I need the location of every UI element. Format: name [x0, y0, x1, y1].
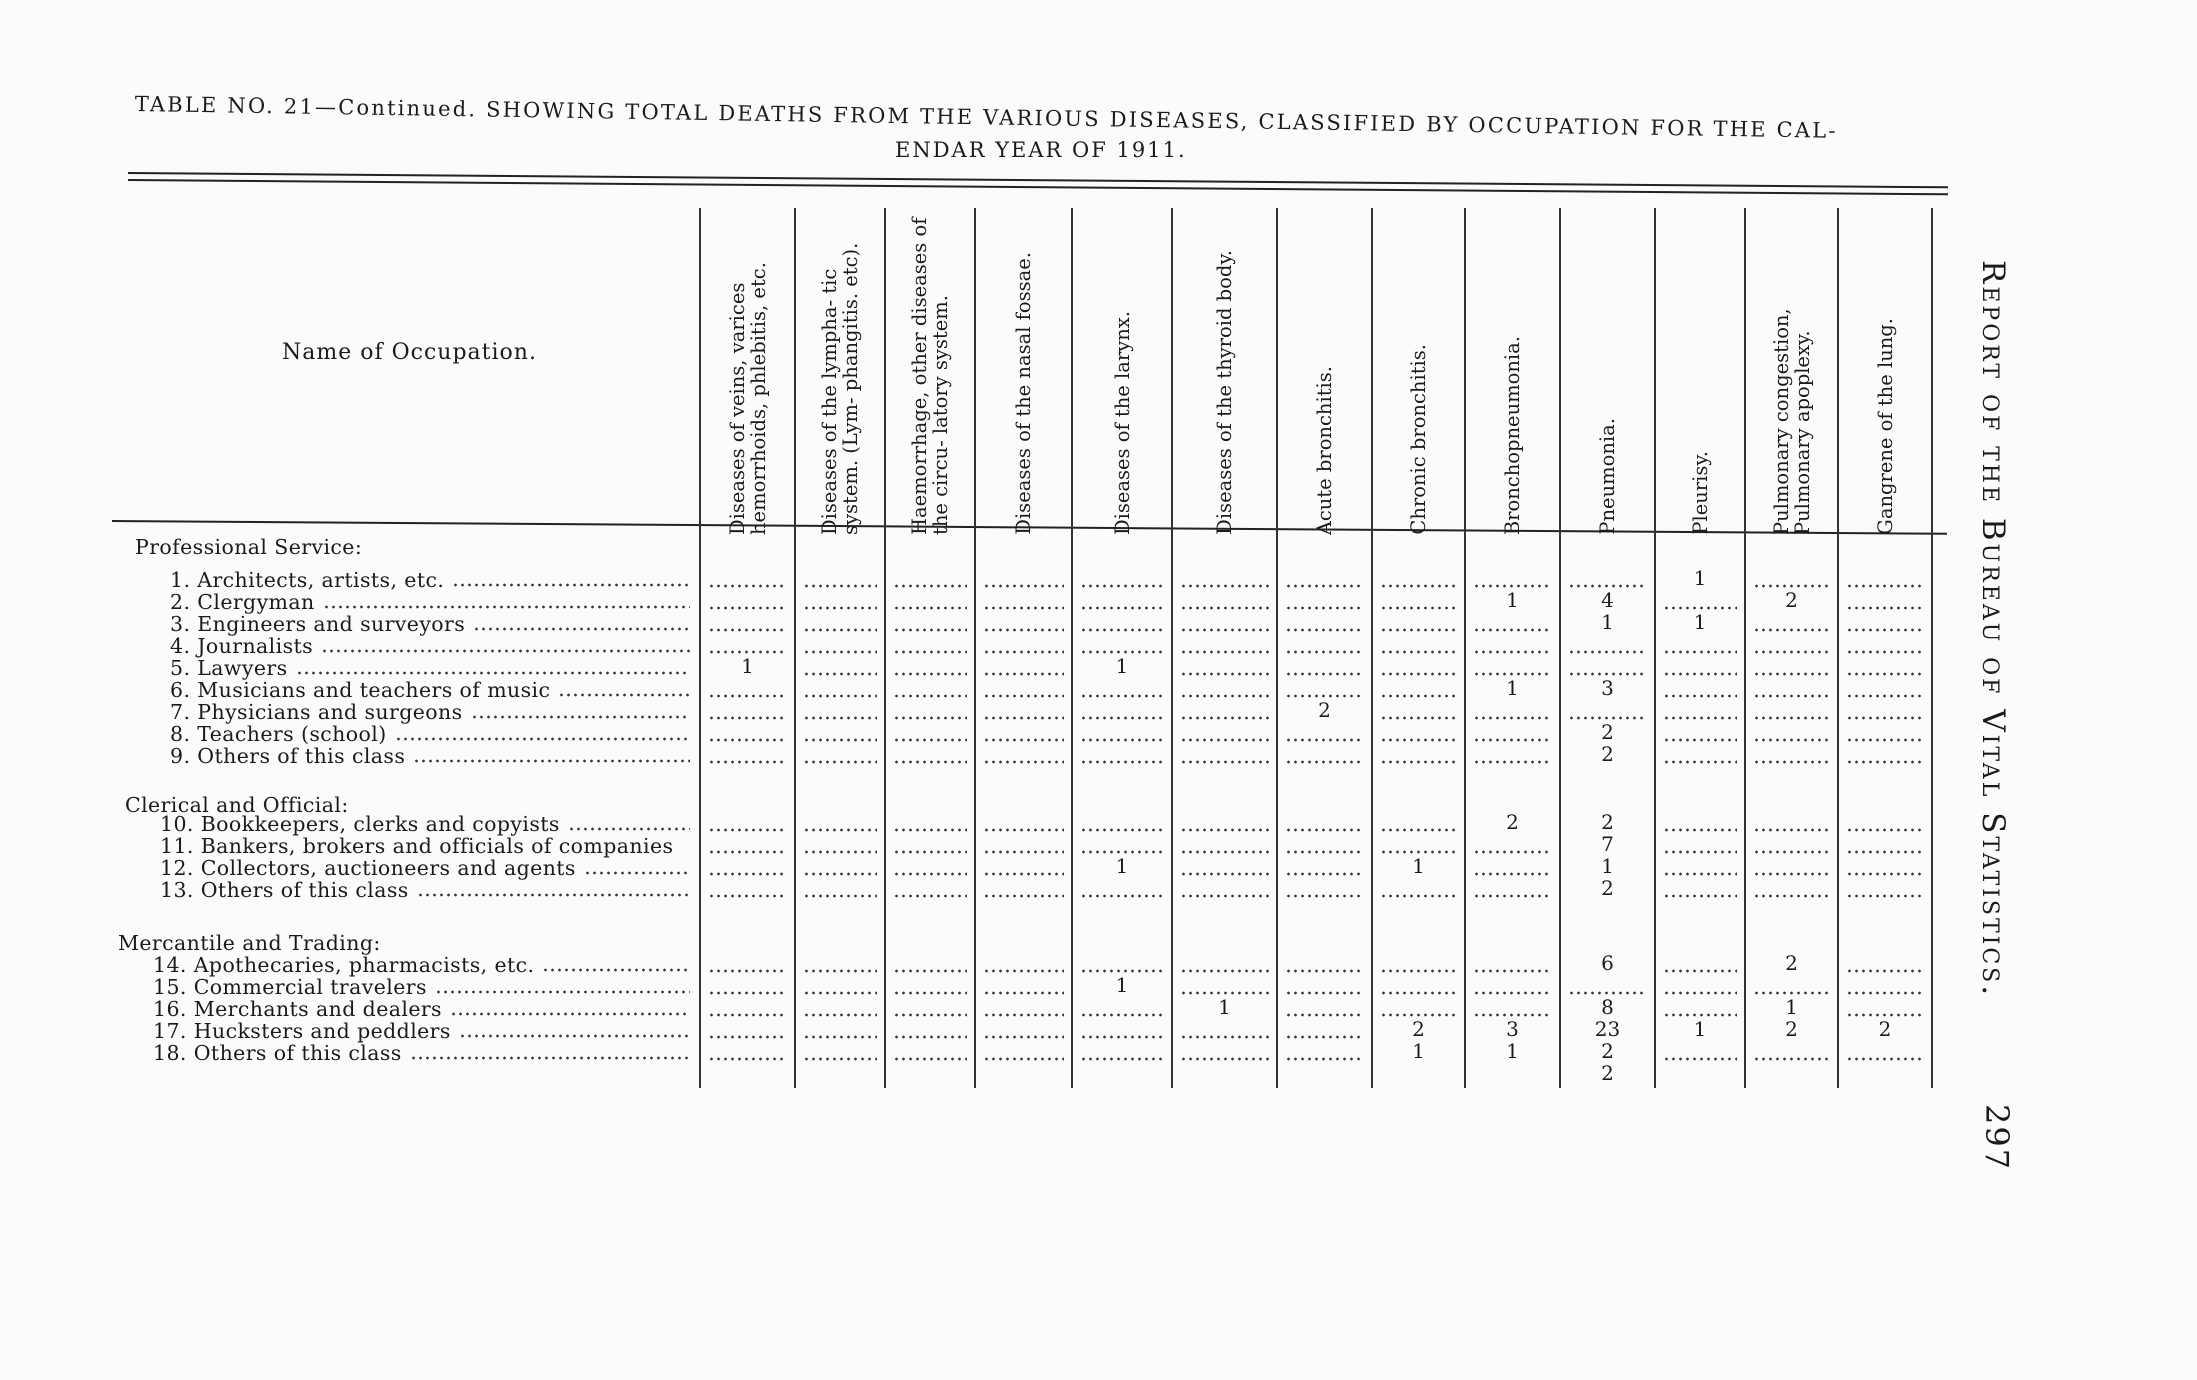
page-number: 297 [1978, 1104, 2016, 1172]
empty-cell [1753, 650, 1830, 654]
leader-dots [296, 671, 691, 675]
empty-cell [1663, 716, 1737, 720]
empty-cell [983, 1013, 1064, 1017]
empty-cell [1080, 738, 1164, 742]
empty-cell [1753, 850, 1830, 854]
empty-cell [1380, 716, 1457, 720]
empty-cell [1663, 894, 1737, 898]
empty-cell [708, 872, 787, 876]
empty-cell [803, 872, 877, 876]
empty-cell [708, 991, 787, 995]
empty-cell [708, 760, 787, 764]
cell-value: 23 [1594, 1017, 1621, 1041]
empty-cell [1473, 628, 1552, 632]
empty-cell [1473, 991, 1552, 995]
cell-value: 1 [1506, 676, 1519, 700]
column-divider [794, 208, 796, 1088]
column-header-label: Diseases of the nasal fossae. [1012, 252, 1035, 535]
empty-cell [1285, 872, 1364, 876]
occupation-row-label: 6. Musicians and teachers of music [170, 678, 551, 702]
empty-cell [1753, 894, 1830, 898]
empty-cell [1753, 760, 1830, 764]
empty-cell [1380, 650, 1457, 654]
column-divider [1744, 208, 1746, 1088]
cell-value: 1 [1506, 1039, 1519, 1063]
cell-value: 1 [1115, 854, 1129, 878]
cell-value: 2 [1785, 588, 1798, 612]
cell-value: 2 [1785, 951, 1798, 975]
empty-cell [893, 872, 967, 876]
column-header-label: Pleurisy. [1688, 451, 1712, 535]
empty-cell [1753, 672, 1830, 676]
empty-cell [893, 760, 967, 764]
occupation-row-label: 17. Hucksters and peddlers [153, 1019, 451, 1043]
leader-dots [473, 627, 690, 631]
cell-value: 2 [1878, 1017, 1892, 1041]
empty-cell [1285, 991, 1364, 995]
empty-cell [1846, 872, 1924, 876]
empty-cell [803, 606, 877, 610]
empty-cell [1380, 628, 1457, 632]
empty-cell [1473, 850, 1552, 854]
empty-cell [803, 850, 877, 854]
empty-cell [893, 628, 967, 632]
cell-value: 1 [1115, 654, 1129, 678]
occupation-row-label: 10. Bookkeepers, clerks and copyists [160, 812, 560, 836]
empty-cell [1663, 828, 1737, 832]
empty-cell [1080, 828, 1164, 832]
empty-cell [1080, 760, 1164, 764]
empty-cell [1846, 606, 1924, 610]
column-header-label: Diseases of the larynx. [1110, 310, 1134, 535]
occupation-row-label: 3. Engineers and surveyors [170, 612, 466, 636]
empty-cell [803, 738, 877, 742]
empty-cell [1180, 694, 1269, 698]
cell-value: 3 [1601, 676, 1614, 700]
empty-cell [1380, 694, 1457, 698]
cell-value: 4 [1601, 588, 1614, 612]
column-header-3 [885, 205, 975, 535]
occupation-row-label: 13. Others of this class [160, 878, 409, 902]
empty-cell [1285, 894, 1364, 898]
empty-cell [708, 628, 787, 632]
empty-cell [803, 672, 877, 676]
column-header-4 [975, 205, 1072, 535]
cell-value: 2 [1601, 720, 1614, 744]
empty-cell [1180, 628, 1269, 632]
empty-cell [1180, 969, 1269, 973]
empty-cell [1663, 1057, 1737, 1061]
occupation-row-label: 4. Journalists [170, 634, 314, 658]
occupation-row-label: 18. Others of this class [153, 1041, 402, 1065]
cell-value: 8 [1601, 995, 1614, 1019]
empty-cell [1663, 969, 1737, 973]
leader-dots [413, 759, 690, 763]
empty-cell [983, 738, 1064, 742]
empty-cell [983, 991, 1064, 995]
empty-cell [1846, 672, 1924, 676]
occupation-row-label: 14. Apothecaries, pharmacists, etc. [153, 953, 535, 977]
empty-cell [803, 1013, 877, 1017]
cell-value-extra: 2 [1601, 1061, 1614, 1085]
empty-cell [983, 850, 1064, 854]
empty-cell [708, 1035, 787, 1039]
empty-cell [1080, 606, 1164, 610]
column-divider [974, 208, 976, 1088]
empty-cell [1285, 738, 1364, 742]
empty-cell [893, 828, 967, 832]
column-divider [1654, 208, 1656, 1088]
empty-cell [893, 606, 967, 610]
cell-value: 1 [1601, 610, 1614, 634]
leader-dots [459, 1034, 690, 1038]
empty-cell [1663, 672, 1737, 676]
empty-cell [708, 738, 787, 742]
empty-cell [893, 1057, 967, 1061]
column-header-label: Haemorrhage, other diseases of the circu- latory system. [908, 217, 952, 535]
empty-cell [1663, 850, 1737, 854]
empty-cell [1846, 1057, 1924, 1061]
empty-cell [803, 716, 877, 720]
cell-value: 2 [1601, 810, 1614, 834]
column-header-2 [795, 205, 885, 535]
empty-cell [708, 894, 787, 898]
empty-cell [803, 760, 877, 764]
empty-cell [1180, 760, 1269, 764]
empty-cell [1180, 716, 1269, 720]
empty-cell [803, 628, 877, 632]
occupation-row-label: 7. Physicians and surgeons [170, 700, 463, 724]
column-header-label: Diseases of the lympha- tic system. (Lym- phangitis. etc). [818, 242, 862, 535]
cell-value: 2 [1601, 876, 1614, 900]
column-divider [884, 208, 886, 1088]
empty-cell [1180, 606, 1269, 610]
empty-cell [1380, 991, 1457, 995]
empty-cell [1380, 584, 1457, 588]
empty-cell [803, 694, 877, 698]
column-header-label: Acute bronchitis. [1313, 365, 1336, 535]
leader-dots [471, 715, 690, 719]
column-header-9 [1465, 205, 1560, 535]
occupation-row-label: 5. Lawyers [170, 656, 288, 680]
empty-cell [1846, 850, 1924, 854]
empty-cell [1473, 760, 1552, 764]
running-side-title: Report of the Bureau of Vital Statistics. [1975, 260, 2011, 999]
empty-cell [1180, 650, 1269, 654]
empty-cell [1846, 969, 1924, 973]
empty-cell [893, 1013, 967, 1017]
empty-cell [1473, 872, 1552, 876]
empty-cell [1753, 716, 1830, 720]
empty-cell [1080, 628, 1164, 632]
cell-value: 1 [1693, 610, 1707, 634]
leader-dots [542, 968, 690, 972]
empty-cell [893, 1035, 967, 1039]
occupation-row-label: 9. Others of this class [170, 744, 406, 768]
empty-cell [1285, 584, 1364, 588]
empty-cell [983, 606, 1064, 610]
empty-cell [1473, 738, 1552, 742]
column-header-label: Diseases of veins, varices hemorrhoids, phlebitis, etc. [725, 262, 770, 535]
empty-cell [1753, 872, 1830, 876]
empty-cell [708, 969, 787, 973]
empty-cell [1753, 1057, 1830, 1061]
column-header-10 [1560, 205, 1655, 535]
empty-cell [983, 969, 1064, 973]
leader-dots [450, 1012, 690, 1016]
empty-cell [1380, 969, 1457, 973]
occupation-row-label: 16. Merchants and dealers [153, 997, 442, 1021]
occupation-row-label: 12. Collectors, auctioneers and agents [160, 856, 576, 880]
empty-cell [1285, 1013, 1364, 1017]
empty-cell [708, 716, 787, 720]
group-heading: Mercantile and Trading: [118, 931, 381, 955]
column-divider [1171, 208, 1173, 1088]
column-header-label: Pulmonary congestion, Pulmonary apoplexy. [1769, 308, 1814, 535]
empty-cell [803, 650, 877, 654]
empty-cell [1180, 1057, 1269, 1061]
empty-cell [1285, 850, 1364, 854]
column-header-6 [1172, 205, 1277, 535]
cell-value: 1 [1412, 1039, 1425, 1063]
column-header-label: Chronic bronchitis. [1407, 344, 1430, 535]
empty-cell [1285, 1035, 1364, 1039]
empty-cell [1846, 650, 1924, 654]
leader-dots [558, 693, 690, 697]
empty-cell [708, 828, 787, 832]
empty-cell [893, 716, 967, 720]
empty-cell [1846, 584, 1924, 588]
column-divider [1837, 208, 1839, 1088]
empty-cell [1846, 760, 1924, 764]
empty-cell [1568, 650, 1647, 654]
empty-cell [708, 584, 787, 588]
empty-cell [708, 1013, 787, 1017]
empty-cell [983, 694, 1064, 698]
empty-cell [1473, 650, 1552, 654]
occupation-row-label: 2. Clergyman [170, 590, 315, 614]
column-divider [1464, 208, 1466, 1088]
cell-value: 3 [1506, 1017, 1519, 1041]
cell-value: 2 [1601, 742, 1614, 766]
empty-cell [803, 828, 877, 832]
empty-cell [1380, 738, 1457, 742]
empty-cell [1080, 584, 1164, 588]
column-divider [1931, 208, 1933, 1088]
occupation-column-header: Name of Occupation. [282, 340, 537, 365]
empty-cell [1380, 828, 1457, 832]
cell-value: 2 [1785, 1017, 1798, 1041]
empty-cell [983, 828, 1064, 832]
empty-cell [1180, 894, 1269, 898]
column-divider [1276, 208, 1278, 1088]
empty-cell [1846, 738, 1924, 742]
leader-dots [417, 893, 690, 897]
empty-cell [708, 694, 787, 698]
empty-cell [1080, 716, 1164, 720]
empty-cell [1663, 760, 1737, 764]
leader-dots [584, 871, 690, 875]
column-header-12 [1745, 205, 1838, 535]
empty-cell [893, 584, 967, 588]
top-double-rule-b [128, 179, 1948, 195]
empty-cell [1080, 1035, 1164, 1039]
column-header-5 [1072, 205, 1172, 535]
leader-dots [435, 990, 690, 994]
empty-cell [983, 584, 1064, 588]
empty-cell [1180, 828, 1269, 832]
column-header-13 [1838, 205, 1932, 535]
column-divider [1071, 208, 1073, 1088]
empty-cell [1380, 606, 1457, 610]
cell-value: 1 [1412, 854, 1425, 878]
empty-cell [983, 628, 1064, 632]
empty-cell [1180, 1035, 1269, 1039]
empty-cell [1285, 760, 1364, 764]
empty-cell [1180, 672, 1269, 676]
empty-cell [893, 969, 967, 973]
group-heading: Professional Service: [135, 535, 363, 559]
empty-cell [803, 1035, 877, 1039]
empty-cell [983, 1057, 1064, 1061]
empty-cell [1846, 628, 1924, 632]
cell-value: 2 [1318, 698, 1331, 722]
empty-cell [1753, 694, 1830, 698]
cell-value: 2 [1412, 1017, 1425, 1041]
cell-value: 1 [1693, 566, 1707, 590]
empty-cell [983, 1035, 1064, 1039]
empty-cell [1285, 969, 1364, 973]
empty-cell [803, 584, 877, 588]
empty-cell [803, 991, 877, 995]
leader-dots [452, 583, 690, 587]
empty-cell [803, 894, 877, 898]
column-header-label: Bronchopneumonia. [1501, 335, 1524, 535]
empty-cell [1846, 694, 1924, 698]
column-divider [1371, 208, 1373, 1088]
column-header-7 [1277, 205, 1372, 535]
empty-cell [1846, 991, 1924, 995]
empty-cell [983, 672, 1064, 676]
empty-cell [893, 650, 967, 654]
empty-cell [1663, 738, 1737, 742]
empty-cell [1180, 850, 1269, 854]
empty-cell [893, 991, 967, 995]
empty-cell [708, 850, 787, 854]
empty-cell [1753, 828, 1830, 832]
column-header-11 [1655, 205, 1745, 535]
empty-cell [893, 894, 967, 898]
empty-cell [1846, 716, 1924, 720]
column-divider [699, 208, 701, 1088]
empty-cell [1846, 828, 1924, 832]
empty-cell [983, 716, 1064, 720]
empty-cell [1380, 672, 1457, 676]
empty-cell [1663, 991, 1737, 995]
empty-cell [983, 872, 1064, 876]
empty-cell [1285, 1057, 1364, 1061]
cell-value: 1 [1218, 995, 1231, 1019]
occupation-row-label: 15. Commercial travelers [153, 975, 427, 999]
empty-cell [1753, 628, 1830, 632]
empty-cell [893, 850, 967, 854]
empty-cell [983, 650, 1064, 654]
group-heading: Clerical and Official: [125, 793, 349, 817]
column-header-label: Pneumonia. [1596, 418, 1619, 535]
empty-cell [893, 672, 967, 676]
empty-cell [1180, 872, 1269, 876]
column-header-label: Gangrene of the lung. [1873, 318, 1897, 535]
empty-cell [1180, 738, 1269, 742]
empty-cell [1180, 584, 1269, 588]
empty-cell [1080, 694, 1164, 698]
empty-cell [893, 694, 967, 698]
empty-cell [893, 738, 967, 742]
empty-cell [1473, 969, 1552, 973]
leader-dots [568, 827, 690, 831]
empty-cell [1380, 894, 1457, 898]
column-header-8 [1372, 205, 1465, 535]
empty-cell [1753, 738, 1830, 742]
empty-cell [803, 1057, 877, 1061]
empty-cell [1080, 1013, 1164, 1017]
empty-cell [1473, 716, 1552, 720]
empty-cell [1285, 828, 1364, 832]
leader-dots [410, 1056, 690, 1060]
empty-cell [1080, 1057, 1164, 1061]
cell-value: 2 [1601, 1039, 1614, 1063]
occupation-row-label: 8. Teachers (school) [170, 722, 387, 746]
cell-value: 1 [1693, 1017, 1707, 1041]
leader-dots [323, 605, 690, 609]
column-divider [1559, 208, 1561, 1088]
cell-value: 1 [741, 654, 754, 678]
empty-cell [1663, 694, 1737, 698]
table-title: TABLE NO. 21—Continued. SHOWING TOTAL DEATHS FROM THE VARIOUS DISEASES, CLASSIFIED BY OCCUPATION FOR THE CAL- [134, 92, 1838, 143]
cell-value: 7 [1601, 832, 1614, 856]
table-title-continued: ENDAR YEAR OF 1911. [895, 138, 1187, 162]
leader-dots [321, 649, 690, 653]
occupation-row-label: 11. Bankers, brokers and officials of companies [160, 834, 674, 858]
cell-value: 2 [1506, 810, 1519, 834]
empty-cell [983, 760, 1064, 764]
leader-dots [395, 737, 690, 741]
empty-cell [708, 1057, 787, 1061]
column-header-label: Diseases of the thyroid body. [1213, 250, 1236, 535]
empty-cell [1080, 894, 1164, 898]
cell-value: 1 [1115, 973, 1129, 997]
empty-cell [708, 606, 787, 610]
empty-cell [1846, 894, 1924, 898]
cell-value: 1 [1506, 588, 1519, 612]
empty-cell [1663, 650, 1737, 654]
empty-cell [1285, 606, 1364, 610]
empty-cell [1663, 872, 1737, 876]
cell-value: 1 [1785, 995, 1798, 1019]
empty-cell [983, 894, 1064, 898]
empty-cell [1285, 650, 1364, 654]
cell-value: 6 [1601, 951, 1614, 975]
empty-cell [1285, 672, 1364, 676]
cell-value: 1 [1601, 854, 1614, 878]
empty-cell [1473, 894, 1552, 898]
occupation-row-label: 1. Architects, artists, etc. [170, 568, 445, 592]
empty-cell [803, 969, 877, 973]
empty-cell [1380, 760, 1457, 764]
column-header-1 [700, 205, 795, 535]
empty-cell [1285, 628, 1364, 632]
